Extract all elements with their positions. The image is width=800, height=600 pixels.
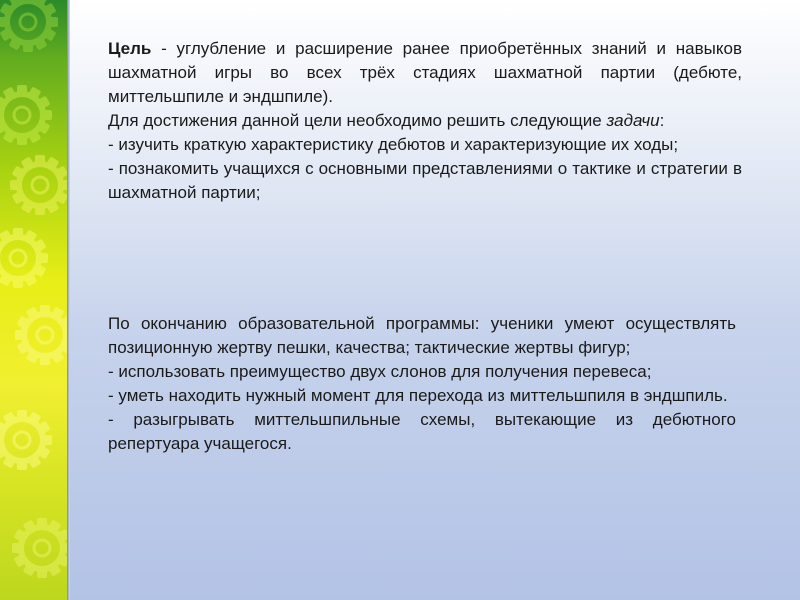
sidebar-divider — [67, 0, 70, 600]
gear-icon — [0, 85, 52, 145]
task-item: - познакомить учащихся с основными представлениями о тактике и стратегии в шахматной партии; — [108, 159, 742, 202]
goal-text: - углубление и расширение ранее приобретённых знаний и навыков шахматной игры во всех трёх стадиях шахматной партии (дебюте, миттельшпиле и эндшпиле). — [108, 39, 742, 106]
gear-decoration — [0, 0, 67, 600]
goal-section — [108, 37, 742, 205]
tasks-intro-end: : — [659, 111, 665, 130]
gear-icon — [12, 518, 67, 578]
gear-icon — [0, 410, 52, 470]
outcomes-intro: По окончанию образовательной программы: ученики умеют осуществлять позиционную жертву пешки, качества; тактические жертвы фигур; — [108, 314, 736, 357]
gear-icon — [0, 228, 48, 288]
outcomes-section — [108, 312, 736, 456]
goal-paragraph — [108, 37, 742, 109]
tasks-intro-italic: задачи — [606, 111, 660, 130]
goal-label: Цель — [108, 39, 152, 58]
outcome-item: - разыгрывать миттельшпильные схемы, вытекающие из дебютного репертуара учащегося. — [108, 410, 736, 453]
gear-icon — [10, 155, 67, 215]
gear-icon — [0, 0, 58, 52]
tasks-intro-text: Для достижения данной цели необходимо решить следующие — [108, 111, 607, 130]
outcome-item: - уметь находить нужный момент для перехода из миттельшпиля в эндшпиль. — [108, 386, 728, 405]
task-item: - изучить краткую характеристику дебютов и характеризующие их ходы; — [108, 135, 679, 154]
gear-icon — [15, 305, 67, 365]
tasks-intro — [108, 109, 742, 133]
decorative-sidebar — [0, 0, 67, 600]
outcome-item: - использовать преимущество двух слонов для получения перевеса; — [108, 362, 652, 381]
